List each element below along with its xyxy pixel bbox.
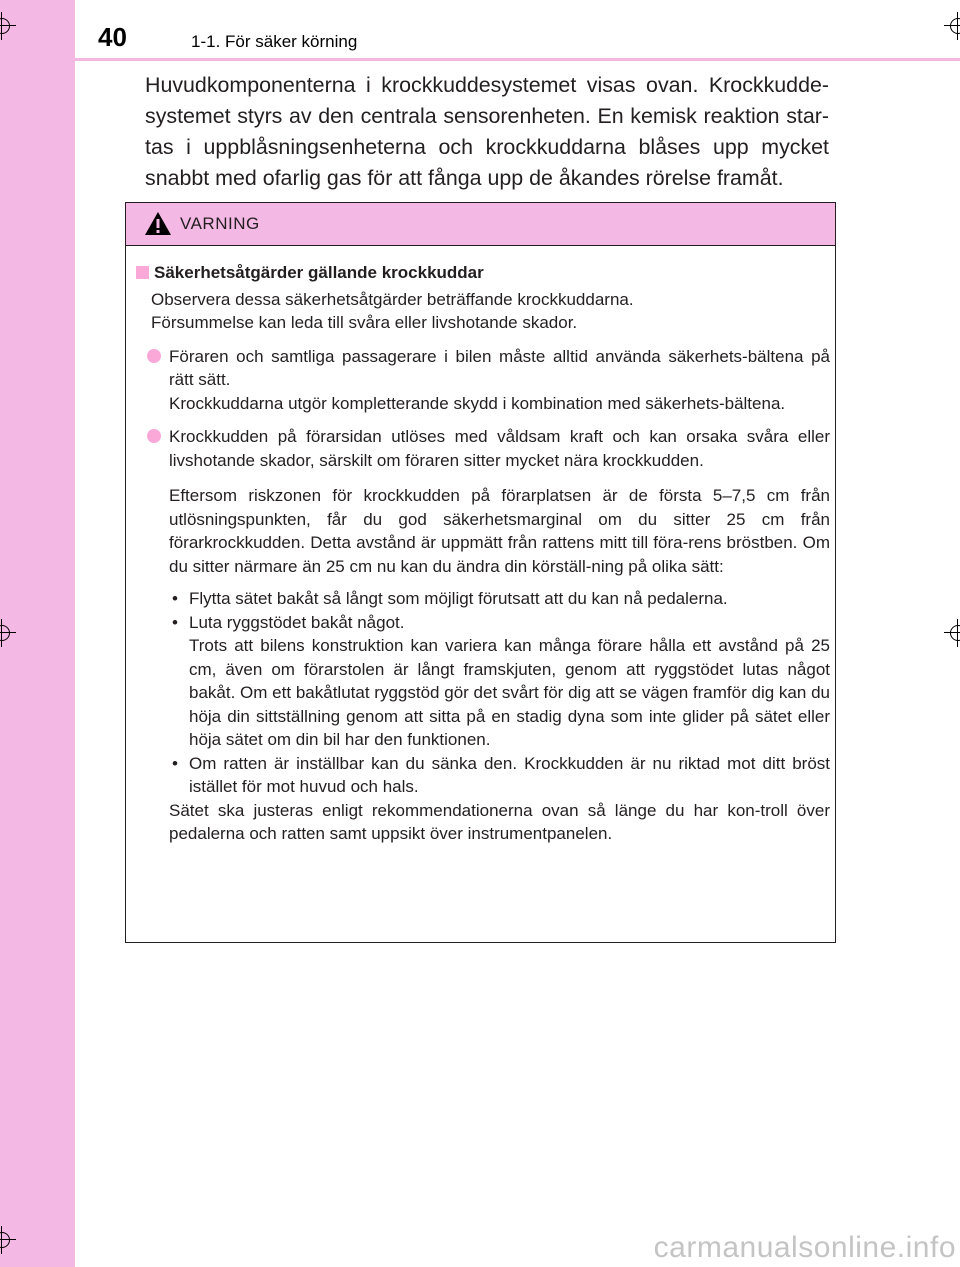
section-title bbox=[134, 261, 830, 285]
page-number: 40 bbox=[98, 22, 127, 52]
sub-item-detail: Trots att bilens konstruktion kan variera kan många förare hålla ett avstånd på 25 cm, även om förarstolen är långt framskjuten, genom att ryggstödet lutas något bakåt. Om ett bakåtlutat ryggstöd gör det svårt för dig att se vägen framför dig kan du höja din sittställning genom att sitta på en stadig dyna som inte glider på sätet eller höja sätet om din bil har den funktionen. bbox=[189, 636, 830, 749]
warning-box bbox=[125, 202, 836, 943]
adjustment-list bbox=[134, 587, 830, 799]
dot-marker: • bbox=[172, 753, 178, 773]
circle-bullet-icon bbox=[147, 349, 161, 363]
crop-mark-mid-left bbox=[0, 619, 16, 647]
watermark: carmanualsonline.info bbox=[653, 1231, 956, 1264]
dot-marker: • bbox=[172, 589, 178, 608]
warning-header bbox=[126, 203, 835, 246]
crop-mark-top-left bbox=[0, 12, 16, 40]
header-rule bbox=[75, 58, 960, 61]
sub-item-text: Luta ryggstödet bakåt något. bbox=[189, 612, 405, 632]
warning-label: VARNING bbox=[180, 214, 260, 233]
list-item bbox=[134, 425, 830, 472]
warning-triangle-icon bbox=[144, 211, 172, 236]
intro-paragraph: Huvudkomponenterna i krockkuddesystemet visas ovan. Krockkudde-systemet styrs av den centrala sensorenheten. En kemisk reaktion star-tas i uppblåsningsenheterna och krockkuddarna blåses upp mycket snabbt med ofarlig gas för att fånga upp de åkandes rörelse framåt. bbox=[145, 73, 829, 190]
list-item bbox=[169, 611, 830, 752]
list-item bbox=[134, 345, 830, 416]
sub-item-text: Om ratten är inställbar kan du sänka den. Krockkudden är nu riktad mot ditt bröst istället för mot huvud och hals. bbox=[189, 753, 830, 796]
section-title-text: Säkerhetsåtgärder gällande krockkuddar bbox=[154, 263, 484, 282]
square-bullet-icon bbox=[136, 266, 149, 279]
bullet-text: Krockkuddarna utgör kompletterande skydd i kombination med säkerhets-bältena. bbox=[169, 393, 786, 413]
running-head: 1-1. För säker körning bbox=[191, 32, 358, 51]
crop-mark-mid-right bbox=[944, 619, 960, 647]
section-intro bbox=[134, 288, 830, 335]
warning-section bbox=[134, 261, 830, 846]
sub-item-text: Flytta sätet bakåt så långt som möjligt förutsatt att du kan nå pedalerna. bbox=[189, 589, 728, 608]
list-item bbox=[169, 587, 830, 611]
crop-mark-bottom-left bbox=[0, 1226, 16, 1254]
bullet-text: Krockkudden på förarsidan utlöses med våldsam kraft och kan orsaka svåra eller livshotande skador, särskilt om föraren sitter mycket nära krockkudden. bbox=[169, 427, 830, 470]
circle-bullet-icon bbox=[147, 429, 161, 443]
closing-paragraph: Sätet ska justeras enligt rekommendationerna ovan så länge du har kon-troll över pedalerna och ratten samt uppsikt över instrumentpanelen. bbox=[169, 800, 830, 843]
section-intro-line: Försummelse kan leda till svåra eller livshotande skador. bbox=[151, 313, 578, 332]
list-item bbox=[169, 752, 830, 799]
bullet-text: Föraren och samtliga passagerare i bilen måste alltid använda säkerhets-bältena på rätt sätt. bbox=[169, 346, 830, 389]
distance-paragraph: Eftersom riskzonen för krockkudden på förarplatsen är de första 5–7,5 cm från utlösningspunkten, får du god säkerhetsmarginal om du sitter 25 cm från förarkrockkudden. Detta avstånd är uppmätt från rattens mitt till föra-rens bröstben. Om du sitter närmare än 25 cm nu kan du ändra din körställ-ning på olika sätt: bbox=[169, 486, 830, 576]
crop-mark-top-right bbox=[944, 12, 960, 40]
section-intro-line: Observera dessa säkerhetsåtgärder beträffande krockkuddarna. bbox=[151, 289, 634, 309]
dot-marker: • bbox=[172, 612, 178, 632]
